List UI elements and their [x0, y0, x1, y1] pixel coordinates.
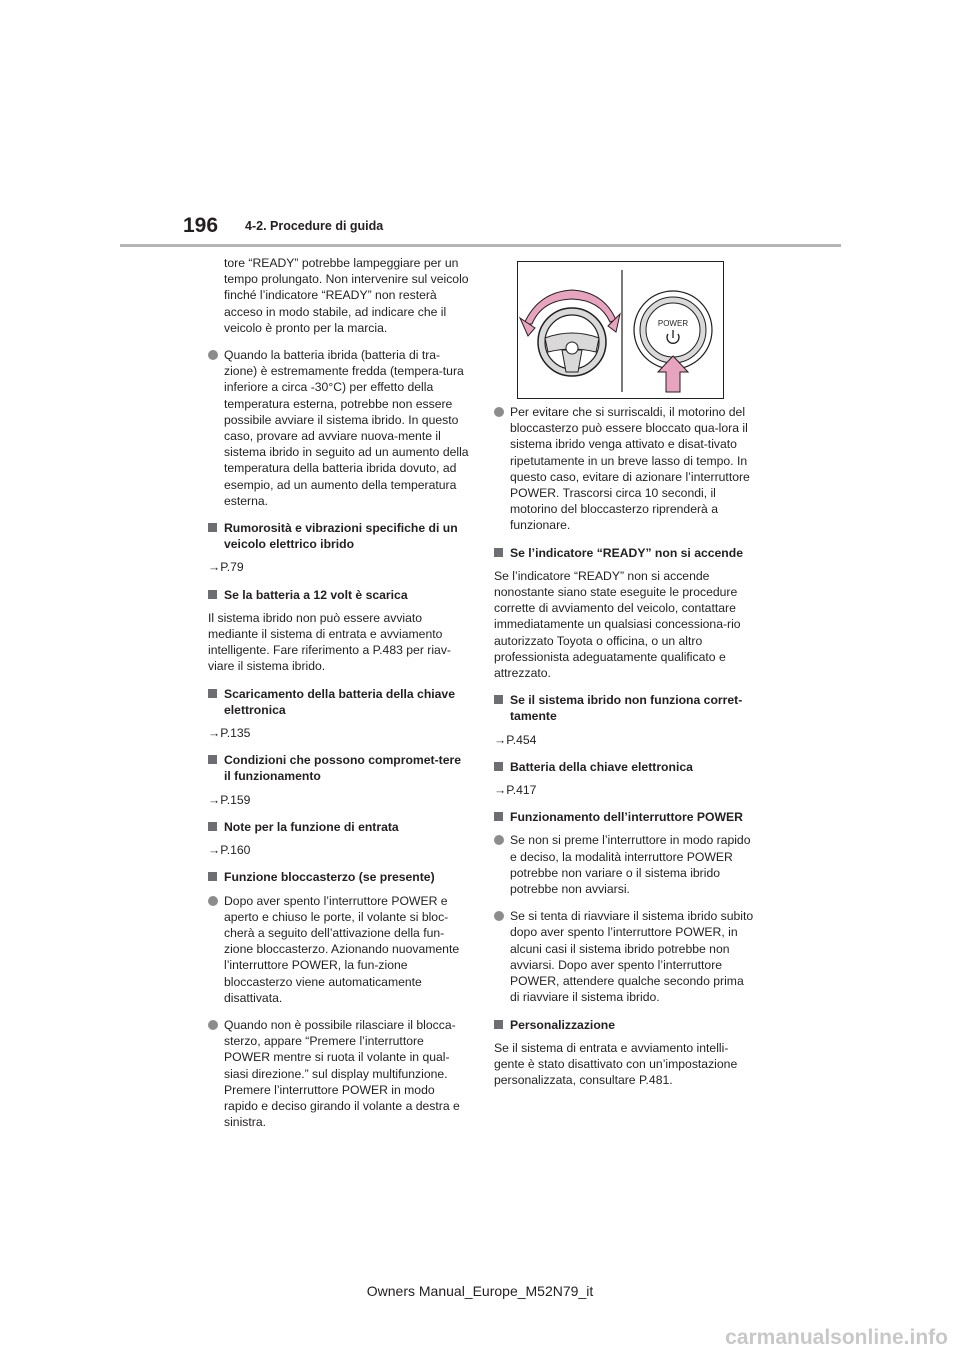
body-paragraph: Se l’indicatore “READY” non si accende nonostante siano state eseguite le procedure corrette di avviamento del veicolo, contattare immediatamente un qualsiasi concessiona-rio autorizzato Toyota o officina, o un altro professionista adeguatamente qualificato e attrezzato. [494, 568, 741, 681]
square-bullet-icon [208, 590, 217, 599]
subheading [494, 545, 756, 561]
subheading-text: Se la batteria a 12 volt è scarica [224, 587, 408, 602]
bullet-item [208, 893, 470, 1006]
bullet-text: Se si tenta di riavviare il sistema ibrido subito dopo aver spento l’interruttore POWER, in alcuni casi il sistema ibrido potrebbe non avviarsi. Dopo aver spento l’interruttore POWER, attendere qualche secondo prima di riavviare il sistema ibrido. [510, 909, 754, 1005]
power-button-label: POWER [657, 319, 689, 328]
bullet-item [494, 832, 756, 897]
subheading [494, 759, 756, 775]
bullet-text: Dopo aver spento l’interruttore POWER e aperto e chiuso le porte, il volante si bloc-cherà a seguito dell’attivazione della fun-zione bloccasterzo. Azionando nuovamente l’interruttore POWER, la fun-zione bloccasterzo viene automaticamente disattivata. [224, 893, 460, 1005]
subheading-text: Note per la funzione di entrata [224, 819, 399, 834]
square-bullet-icon [494, 548, 503, 557]
body-paragraph: Il sistema ibrido non può essere avviato mediante il sistema di entrata e avviamento intelligente. Fare riferimento a P.483 per riav-viare il sistema ibrido. [208, 610, 451, 674]
subheading [208, 520, 470, 552]
square-bullet-icon [208, 872, 217, 881]
page-reference-link[interactable]: →P.160 [208, 843, 251, 858]
subheading-text: Se l’indicatore “READY” non si accende [510, 545, 743, 560]
page-reference-link[interactable]: →P.159 [208, 792, 251, 807]
square-bullet-icon [208, 755, 217, 764]
subheading-text: Se il sistema ibrido non funziona corret-tamente [510, 693, 743, 724]
bullet-text: Quando non è possibile rilasciare il blocca-sterzo, appare “Premere l’interruttore POWER mentre si ruota il volante in qual-siasi direzione.” sul display multifunzione. Premere l’interruttore POWER in modo rapido e deciso girando il volante a destra e sinistra. [224, 1017, 460, 1130]
left-column [208, 255, 470, 1141]
continuation-text: tore “READY” potrebbe lampeggiare per un tempo prolungato. Non intervenire sul veicolo finché l’indicatore “READY” non resterà acceso in modo stabile, ad indicare che il veicolo è pronto per la marcia. [224, 256, 469, 335]
right-column [494, 404, 756, 1099]
footer-manual-name: Owners Manual_Europe_M52N79_it [366, 1283, 594, 1299]
subheading-text: Condizioni che possono compromet-tere il funzionamento [224, 753, 461, 784]
page-reference-link[interactable]: →P.135 [208, 726, 251, 741]
subheading [208, 819, 470, 835]
subheading [494, 692, 756, 724]
bullet-dot-icon [208, 350, 218, 360]
bullet-dot-icon [494, 407, 504, 417]
steering-power-illustration [517, 261, 724, 399]
bullet-item [494, 404, 756, 534]
section-title: 4-2. Procedure di guida [245, 219, 384, 233]
bullet-item [208, 1017, 470, 1130]
page-number: 196 [183, 214, 219, 237]
watermark: carmanualsonline.info [725, 1326, 948, 1349]
subheading-text: Rumorosità e vibrazioni specifiche di un veicolo elettrico ibrido [224, 521, 458, 552]
square-bullet-icon [208, 523, 217, 532]
steering-wheel-icon [538, 308, 606, 376]
subheading [494, 809, 756, 825]
bullet-item [494, 908, 756, 1005]
body-paragraph: Se il sistema di entrata e avviamento intelli-gente è stato disattivato con un’impostazione personalizzata, consultare P.481. [494, 1040, 738, 1088]
square-bullet-icon [494, 1020, 503, 1029]
bullet-text: Per evitare che si surriscaldi, il motorino del bloccasterzo può essere bloccato qua-lora il sistema ibrido venga attivato e disat-tivato ripetutamente in un breve lasso di tempo. In questo caso, evitare di azionare l’interruttore POWER. Trascorsi circa 10 secondi, il motorino del bloccasterzo riprenderà a funzionare. [510, 405, 750, 533]
bullet-dot-icon [494, 911, 504, 921]
bullet-dot-icon [494, 835, 504, 845]
header-rule [120, 244, 841, 247]
square-bullet-icon [208, 689, 217, 698]
bullet-text: Se non si preme l’interruttore in modo rapido e deciso, la modalità interruttore POWER potrebbe non variare o il sistema ibrido potrebbe non avviarsi. [510, 833, 751, 897]
subheading [208, 587, 470, 603]
bullet-item [208, 347, 470, 509]
page-reference-link[interactable]: →P.454 [494, 732, 537, 747]
subheading [208, 686, 470, 718]
subheading [208, 869, 470, 885]
subheading-text: Personalizzazione [510, 1017, 615, 1032]
subheading-text: Funzione bloccasterzo (se presente) [224, 870, 435, 885]
square-bullet-icon [494, 762, 503, 771]
page-reference-link[interactable]: →P.417 [494, 783, 537, 798]
bullet-text: Quando la batteria ibrida (batteria di tra-zione) è estremamente fredda (tempera-tura inferiore a circa -30°C) per effetto della temperatura esterna, potrebbe non essere possibile avviare il sistema ibrido. In questo caso, provare ad avviare nuova-mente il sistema ibrido in seguito ad un aumento della temperatura della batteria ibrida dovuto, ad esempio, ad un aumento della temperatura esterna. [224, 348, 469, 508]
subheading-text: Scaricamento della batteria della chiave elettronica [224, 686, 455, 717]
subheading-text: Funzionamento dell’interruttore POWER [510, 810, 743, 825]
bullet-dot-icon [208, 1020, 218, 1030]
subheading [494, 1017, 756, 1033]
square-bullet-icon [494, 695, 503, 704]
square-bullet-icon [494, 812, 503, 821]
page-reference-link[interactable]: →P.79 [208, 560, 244, 575]
subheading [208, 752, 470, 784]
subheading-text: Batteria della chiave elettronica [510, 759, 693, 774]
square-bullet-icon [208, 822, 217, 831]
bullet-dot-icon [208, 896, 218, 906]
